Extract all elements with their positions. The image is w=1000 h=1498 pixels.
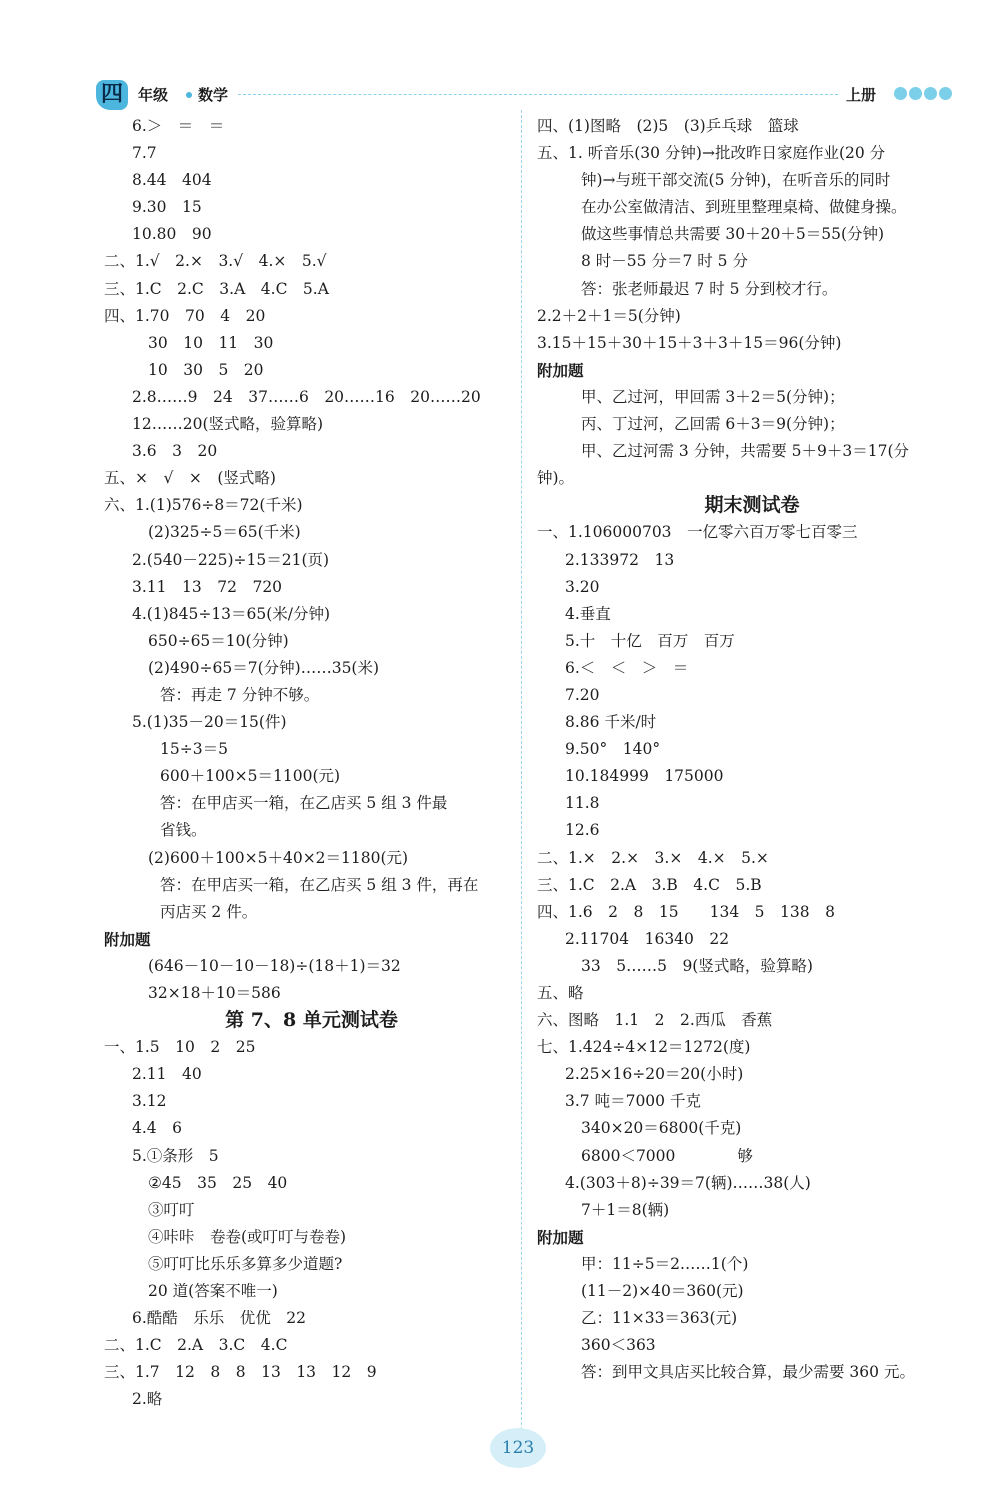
grade-badge: 四 [96,80,128,110]
subject-label: 数学 [198,86,229,104]
section-heading: 附加题 [104,929,151,949]
answer-line: 7.20 [565,685,600,704]
answer-line: 340×20＝6800(千克) [581,1119,742,1138]
answer-line: 2.(540－225)÷15＝21(页) [132,550,330,569]
answer-line: 3.12 [132,1092,167,1111]
section-heading: 附加题 [537,1227,584,1247]
answer-line: 2.133972 13 [565,550,675,569]
answer-line: 甲、乙过河，甲回需 3＋2＝5(分钟)； [581,387,845,406]
answer-line: 2.2＋2＋1＝5(分钟) [537,306,681,325]
answer-line: 2.略 [132,1390,163,1409]
answer-line: 省钱。 [160,821,207,840]
answer-line: 3.11 13 72 720 [132,577,283,596]
answer-line: 600＋100×5＝1100(元) [160,767,341,786]
answer-line: 答：在甲店买一箱，在乙店买 5 组 3 件最 [160,794,448,813]
section-title: 第 7、8 单元测试卷 [225,1009,398,1032]
answer-line: 三、1.C 2.C 3.A 4.C 5.A [104,279,329,298]
answer-line: 6.酷酷 乐乐 优优 22 [132,1309,307,1328]
decor-circles-icon [894,87,952,100]
answer-line: 七、1.424÷4×12＝1272(度) [537,1038,751,1057]
answer-line: 答：张老师最迟 7 时 5 分到校才行。 [581,279,838,298]
answer-line: 4.垂直 [565,604,611,623]
header-divider [238,94,838,95]
answer-line: 3.15＋15＋30＋15＋3＋3＋15＝96(分钟) [537,333,842,352]
answer-line: 4.4 6 [132,1119,183,1138]
answer-line: 四、(1)图略 (2)5 (3)乒乓球 篮球 [537,117,799,135]
answer-line: ②45 35 25 40 [148,1173,288,1192]
column-divider [521,110,522,1450]
answer-line: 五、略 [537,984,584,1002]
answer-line: 12……20(竖式略，验算略) [132,415,324,434]
answer-line: 四、1.70 70 4 20 [104,306,266,325]
answer-line: 4.(1)845÷13＝65(米/分钟) [132,604,331,623]
answer-line: 5.①条形 5 [132,1146,219,1165]
answer-line: 10.80 90 [132,225,212,244]
answer-line: ③叮叮 [148,1200,195,1219]
answer-line: 二、1.× 2.× 3.× 4.× 5.× [537,848,769,867]
answer-line: 钟)→与班干部交流(5 分钟)，在听音乐的同时 [581,171,891,190]
answer-line: 3.7 吨＝7000 千克 [565,1092,701,1111]
answer-line: 30 10 11 30 [148,333,274,352]
answer-line: 3.20 [565,577,600,596]
answer-line: 一、1.106000703 一亿零六百万零七百零三 [537,523,858,542]
answer-line: 7.7 [132,144,157,163]
answer-line: 32×18＋10＝586 [148,984,281,1002]
answer-line: (2)325÷5＝65(千米) [148,523,301,542]
answer-line: 6.＞ ＝ ＝ [132,117,225,135]
answer-line: 6800＜7000 够 [581,1146,753,1165]
answer-line: 六、1.(1)576÷8＝72(千米) [104,496,303,515]
answer-line: 做这些事情总共需要 30＋20＋5＝55(分钟) [581,225,885,244]
answer-line: 答：再走 7 分钟不够。 [160,685,320,704]
answer-line: 33 5……5 9(竖式略，验算略) [581,956,813,975]
answer-line: 五、1. 听音乐(30 分钟)→批改昨日家庭作业(20 分 [537,144,886,163]
page-header [88,80,958,116]
answer-line: 2.25×16÷20＝20(小时) [565,1065,744,1084]
answer-line: 6.＜ ＜ ＞ ＝ [565,658,689,677]
answer-line: (2)490÷65＝7(分钟)……35(米) [148,658,380,677]
section-heading: 附加题 [537,360,584,380]
answer-line: 答：到甲文具店买比较合算，最少需要 360 元。 [581,1363,915,1382]
answer-line: 11.8 [565,794,600,813]
section-title: 期末测试卷 [704,494,800,517]
answer-line: 一、1.5 10 2 25 [104,1038,256,1057]
answer-line: 三、1.C 2.A 3.B 4.C 5.B [537,875,762,894]
volume-label: 上册 [846,86,877,104]
answer-line: 甲、乙过河需 3 分钟，共需要 5＋9＋3＝17(分 [581,442,909,461]
answer-line: 9.30 15 [132,198,202,217]
answer-line: 三、1.7 12 8 8 13 13 12 9 [104,1363,377,1382]
grade-label: 年级 [138,86,169,104]
answer-line: 8.86 千米/时 [565,713,657,732]
answer-line: 8.44 404 [132,171,212,190]
answer-line: 10 30 5 20 [148,360,264,379]
answer-line: 9.50° 140° [565,740,661,759]
answer-line: (646－10－10－18)÷(18＋1)＝32 [148,956,401,975]
answer-line: 15÷3＝5 [160,740,228,759]
answer-line: 四、1.6 2 8 15 134 5 138 8 [537,902,835,921]
answer-line: ④咔咔 卷卷(或叮叮与卷卷) [148,1227,347,1246]
answer-line: 4.(303＋8)÷39＝7(辆)……38(人) [565,1173,811,1192]
answer-line: 二、1.√ 2.× 3.√ 4.× 5.√ [104,252,327,271]
answer-line: 5.十 十亿 百万 百万 [565,631,735,650]
answer-line: (11－2)×40＝360(元) [581,1282,744,1301]
answer-line: 12.6 [565,821,600,840]
answer-line: 20 道(答案不唯一) [148,1282,278,1301]
answer-line: 650÷65＝10(分钟) [148,631,289,650]
answer-line: 3.6 3 20 [132,442,218,461]
answer-line: 2.8……9 24 37……6 20……16 20……20 [132,387,481,406]
answer-line: 乙：11×33＝363(元) [581,1309,738,1328]
answer-line: 7＋1＝8(辆) [581,1200,670,1219]
answer-line: 甲：11÷5＝2……1(个) [581,1254,749,1273]
dot-icon [186,92,192,98]
answer-line: 丙店买 2 件。 [160,902,258,921]
page-number: 123 [490,1428,546,1468]
answer-line: 5.(1)35－20＝15(件) [132,713,287,732]
answer-line: 8 时－55 分＝7 时 5 分 [581,252,748,271]
answer-line: 2.11 40 [132,1065,202,1084]
answer-line: 在办公室做清洁、到班里整理桌椅、做健身操。 [581,198,907,217]
answer-line: 10.184999 175000 [565,767,724,786]
answer-line: 二、1.C 2.A 3.C 4.C [104,1336,288,1355]
answer-line: 丙、丁过河，乙回需 6＋3＝9(分钟)； [581,415,845,434]
answer-line: 2.11704 16340 22 [565,929,730,948]
answer-line: ⑤叮叮比乐乐多算多少道题? [148,1254,343,1273]
answer-line: 钟)。 [537,469,575,488]
answer-line: 答：在甲店买一箱，在乙店买 5 组 3 件，再在 [160,875,479,894]
left-column [104,113,519,1414]
answer-line: 五、× √ × (竖式略) [104,469,276,488]
answer-line: 六、图略 1.1 2 2.西瓜 香蕉 [537,1011,773,1030]
right-column [537,113,967,1386]
answer-line: 360＜363 [581,1336,656,1355]
answer-line: (2)600＋100×5＋40×2＝1180(元) [148,848,409,867]
